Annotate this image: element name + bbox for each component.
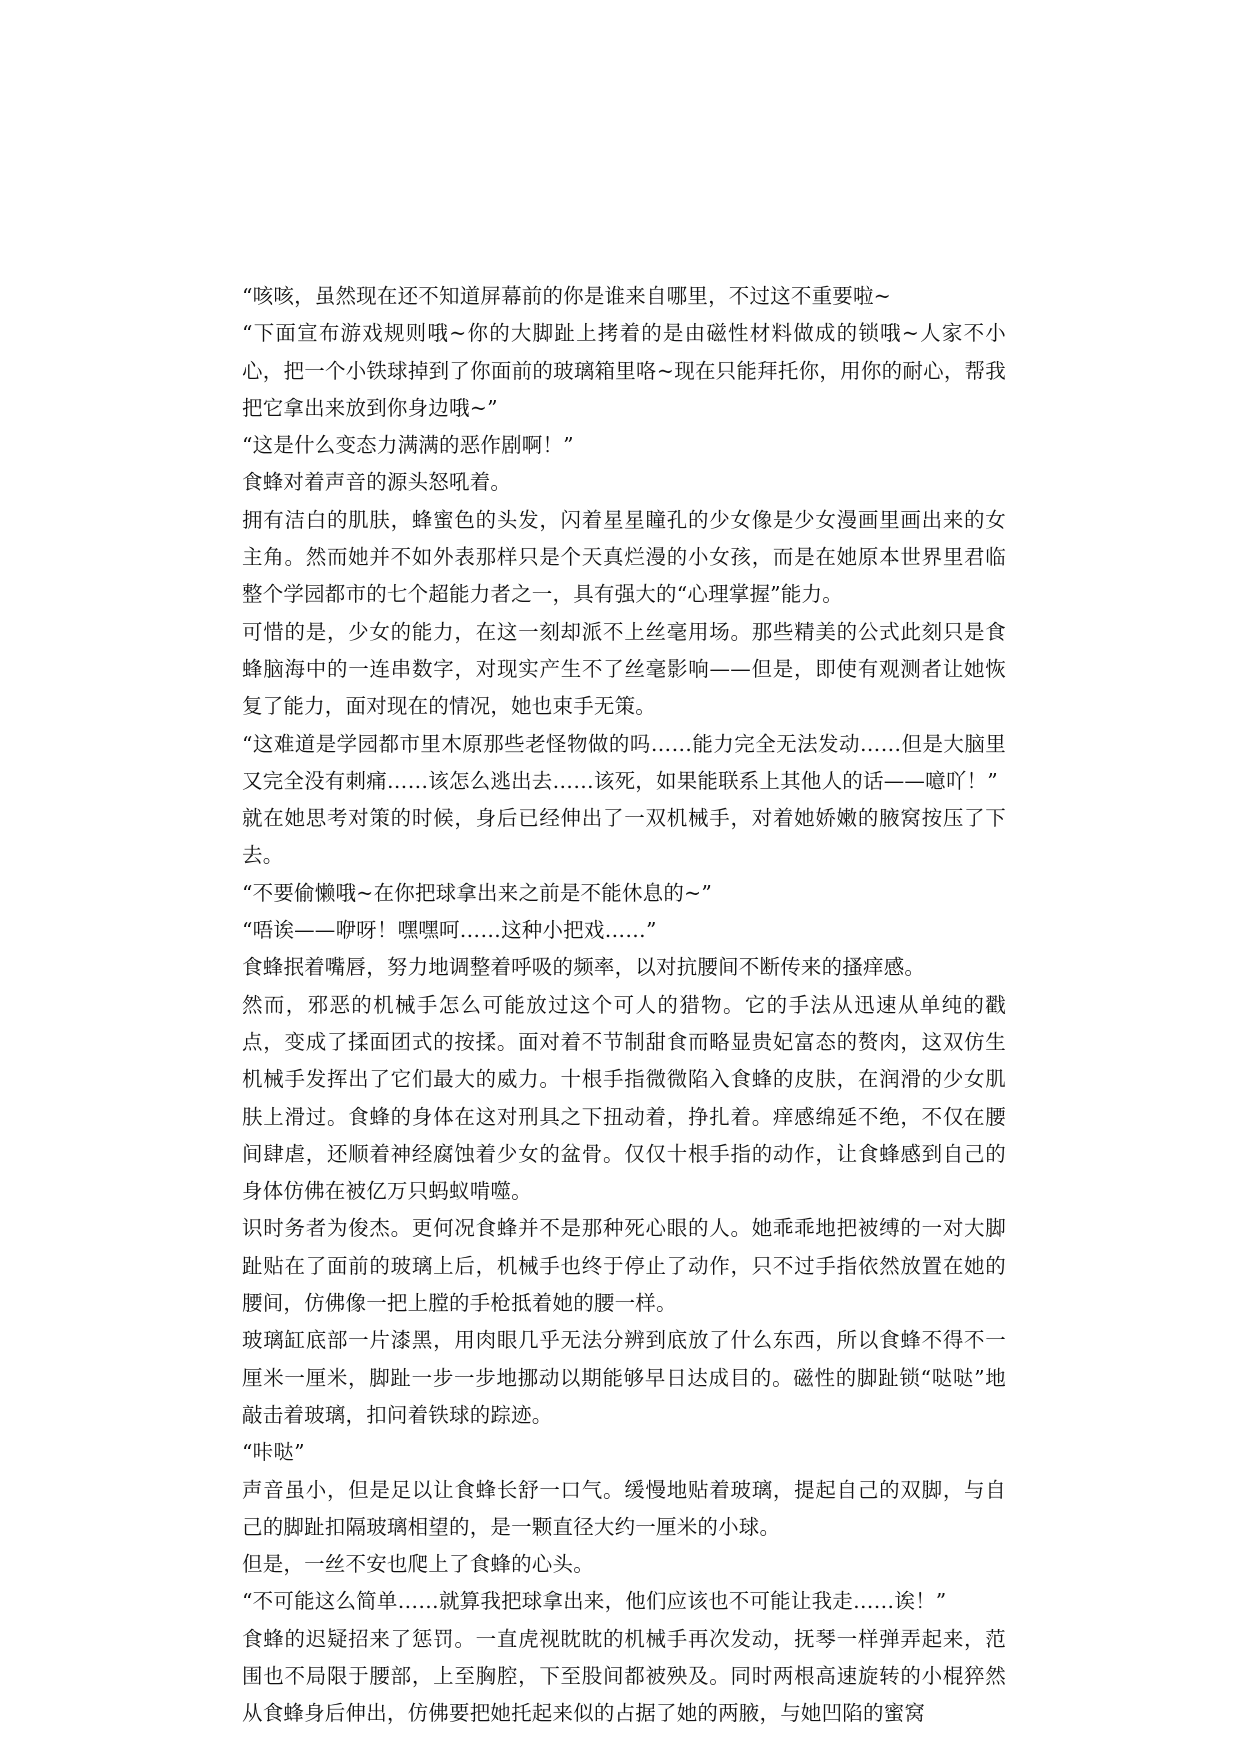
paragraph: 可惜的是，少女的能力，在这一刻却派不上丝毫用场。那些精美的公式此刻只是食蜂脑海中的一连串数字，对现实产生不了丝毫影响——但是，即使有观测者让她恢复了能力，面对现在的情况，她也束手无策。 [242,619,1006,719]
paragraph: 识时务者为俊杰。更何况食蜂并不是那种死心眼的人。她乖乖地把被缚的一对大脚趾贴在了面前的玻璃上后，机械手也终于停止了动作，只不过手指依然放置在她的腰间，仿佛像一把上膛的手枪抵着她的腰一样。 [242,1216,1006,1316]
paragraph: “唔诶——咿呀！嘿嘿呵……这种小把戏……” [242,918,657,943]
paragraph: “咳咳，虽然现在还不知道屏幕前的你是谁来自哪里，不过这不重要啦~ [242,284,892,308]
paragraph: 拥有洁白的肌肤，蜂蜜色的头发，闪着星星瞳孔的少女像是少女漫画里画出来的女主角。然而她并不如外表那样只是个天真烂漫的小女孩，而是在她原本世界里君临整个学园都市的七个超能力者之一，具有强大的“心理掌握”能力。 [242,507,1006,607]
paragraph: 然而，邪恶的机械手怎么可能放过这个可人的猎物。它的手法从迅速从单纯的戳点，变成了揉面团式的按揉。面对着不节制甜食而略显贵妃富态的赘肉，这双仿生机械手发挥出了它们最大的威力。十根手指微微陷入食蜂的皮肤，在润滑的少女肌肤上滑过。食蜂的身体在这对刑具之下扭动着，挣扎着。痒感绵延不绝，不仅在腰间肆虐，还顺着神经腐蚀着少女的盆骨。仅仅十根手指的动作，让食蜂感到自己的身体仿佛在被亿万只蚂蚁啃噬。 [242,992,1006,1204]
paragraph: 食蜂的迟疑招来了惩罚。一直虎视眈眈的机械手再次发动，抚琴一样弹弄起来，范围也不局限于腰部，上至胸腔，下至股间都被殃及。同时两根高速旋转的小棍猝然从食蜂身后伸出，仿佛要把她托起来似的占据了她的两腋，与她凹陷的蜜窝 [242,1626,1006,1726]
paragraph: “不可能这么简单……就算我把球拿出来，他们应该也不可能让我走……诶！” [242,1589,947,1614]
paragraph: “这难道是学园都市里木原那些老怪物做的吗……能力完全无法发动……但是大脑里又完全没有刺痛……该怎么逃出去……该死，如果能联系上其他人的话——噫吖！” [242,731,1006,793]
paragraph: “不要偷懒哦~在你把球拿出来之前是不能休息的~” [242,880,713,905]
paragraph: 就在她思考对策的时候，身后已经伸出了一双机械手，对着她娇嫩的腋窝按压了下去。 [242,806,1006,868]
story-text [242,278,1006,1733]
paragraph: 但是，一丝不安也爬上了食蜂的心头。 [242,1552,594,1577]
paragraph: 食蜂对着声音的源头怒吼着。 [242,470,512,495]
paragraph: “咔哒” [242,1440,305,1465]
paragraph: 声音虽小，但是足以让食蜂长舒一口气。缓慢地贴着玻璃，提起自己的双脚，与自己的脚趾扣隔玻璃相望的，是一颗直径大约一厘米的小球。 [242,1477,1006,1539]
paragraph: “下面宣布游戏规则哦~你的大脚趾上拷着的是由磁性材料做成的锁哦~人家不小心，把一个小铁球掉到了你面前的玻璃箱里咯~现在只能拜托你，用你的耐心，帮我把它拿出来放到你身边哦~” [242,321,1006,420]
paragraph: “这是什么变态力满满的恶作剧啊！” [242,433,574,458]
paragraph: 食蜂抿着嘴唇，努力地调整着呼吸的频率，以对抗腰间不断传来的搔痒感。 [242,955,926,980]
paragraph: 玻璃缸底部一片漆黑，用肉眼几乎无法分辨到底放了什么东西，所以食蜂不得不一厘米一厘米，脚趾一步一步地挪动以期能够早日达成目的。磁性的脚趾锁“哒哒”地敲击着玻璃，扣问着铁球的踪迹。 [242,1328,1006,1427]
